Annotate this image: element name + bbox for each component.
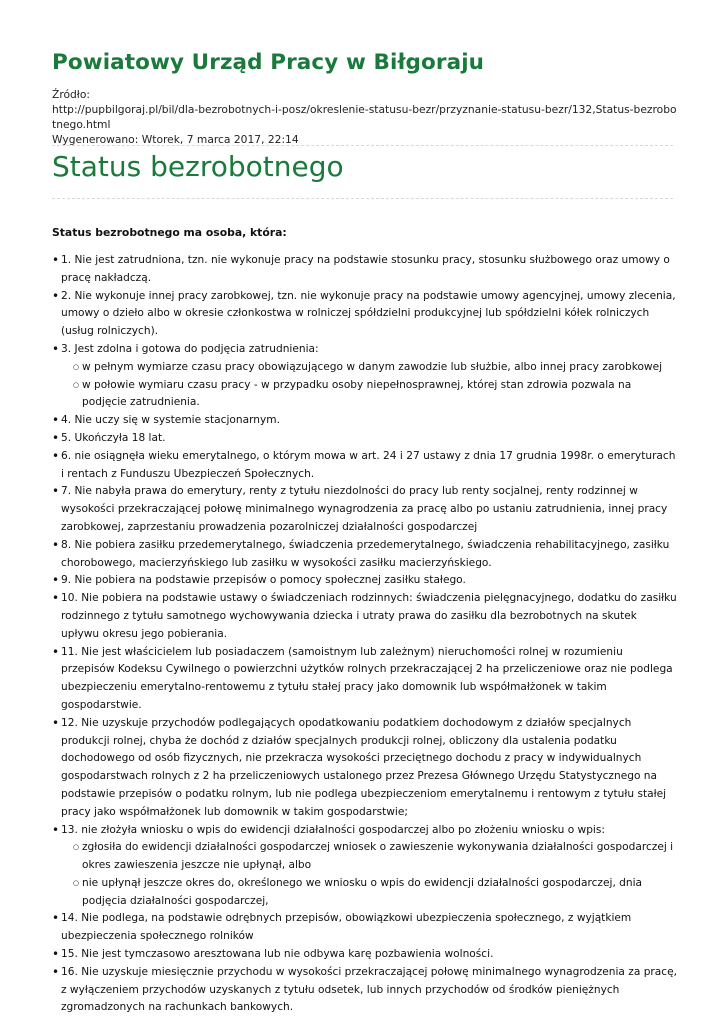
conditions-list	[52, 252, 677, 1017]
source-url[interactable]: http://pupbilgoraj.pl/bil/dla-bezrobotnych-i-posz/okreslenie-statusu-bezr/przyznanie-statusu-bezr/132,Status-bezrobotnego.html	[52, 103, 677, 131]
list-item-text: 12. Nie uzyskuje przychodów podlegających opodatkowaniu podatkiem dochodowym z działów specjalnych produkcji rolnej, chyba że dochód z działów specjalnych produkcji rolnej, obliczony dla ustalenia podatku dochodowego od osób fizycznych, nie przekracza wysokości przeciętnego dochodu z pracy w indywidualnych gospodarstwach rolnych z 2 ha przeliczeniowych ustalonego przez Prezesa Głównego Urzędu Statystycznego na podstawie przepisów o podatku rolnym, lub nie podlega ubezpieczeniom emerytalnemu i rentowym z tytułu stałej pracy jako współmałżonek lub domownik w takim gospodarstwie;	[61, 716, 667, 818]
list-item	[52, 946, 677, 964]
list-item-text: 10. Nie pobiera na podstawie ustawy o świadczeniach rodzinnych: świadczenia pielęgnacyjnego, dodatku do zasiłku rodzinnego z tytułu samotnego wychowywania dziecka i utraty prawa do zasiłku dla bezrobotnych na skutek upływu okresu jego pobierania.	[61, 592, 677, 640]
top-divider	[52, 145, 673, 146]
list-item	[52, 412, 677, 430]
list-item	[52, 644, 677, 715]
generated-date: Wygenerowano: Wtorek, 7 marca 2017, 22:14	[52, 133, 299, 146]
list-item-text: 5. Ukończyła 18 lat.	[61, 431, 166, 444]
source-label: Źródło:	[52, 88, 90, 101]
list-item-text: 3. Jest zdolna i gotowa do podjęcia zatrudnienia:	[61, 342, 319, 355]
list-item	[52, 590, 677, 643]
list-item-text: 2. Nie wykonuje innej pracy zarobkowej, tzn. nie wykonuje pracy na podstawie umowy agencyjnej, umowy zlecenia, umowy o dzieło albo w okresie członkostwa w rolniczej spółdzielni produkcyjnej lub spółdzielni kółek rolniczych (usług rolniczych).	[61, 289, 676, 338]
sub-list-item: ○ zgłosiła do ewidencji działalności gospodarczej wniosek o zawieszenie wykonywania działalności gospodarczej i okres zawieszenia jeszcze nie upłynął, albo	[73, 839, 677, 875]
list-item	[52, 572, 677, 590]
list-item-text: 13. nie złożyła wniosku o wpis do ewidencji działalności gospodarczej albo po złożeniu wniosku o wpis:	[61, 823, 605, 836]
sub-list-item: ○ w połowie wymiaru czasu pracy - w przypadku osoby niepełnosprawnej, której stan zdrowia pozwala na podjęcie zatrudnienia.	[73, 377, 677, 413]
list-item-text: 14. Nie podlega, na podstawie odrębnych przepisów, obowiązkowi ubezpieczenia społecznego, z wyjątkiem ubezpieczenia społecznego rolników	[61, 912, 632, 943]
source-meta	[52, 87, 677, 147]
list-item	[52, 910, 677, 946]
title-divider	[52, 198, 673, 199]
list-item	[52, 430, 677, 448]
sub-list	[61, 839, 677, 910]
list-item-text: 6. nie osiągnęła wieku emerytalnego, o którym mowa w art. 24 i 27 ustawy z dnia 17 grudnia 1998r. o emeryturach i rentach z Funduszu Ubezpieczeń Społecznych.	[61, 449, 676, 480]
list-item-text: 11. Nie jest właścicielem lub posiadaczem (samoistnym lub zależnym) nieruchomości rolnej w rozumieniu przepisów Kodeksu Cywilnego o powierzchni użytków rolnych przekraczającej 2 ha przeliczeniowe oraz nie podlega ubezpieczeniu emerytalno-rentowemu z tytułu stałej pracy jako domownik lub współmałżonek w takim gospodarstwie.	[61, 645, 673, 711]
list-item	[52, 964, 677, 1017]
sub-list	[61, 359, 677, 412]
list-item-text: 4. Nie uczy się w systemie stacjonarnym.	[61, 414, 280, 427]
list-item	[52, 483, 677, 536]
list-item	[52, 252, 677, 288]
page-title: Status bezrobotnego	[52, 150, 344, 183]
list-item	[52, 715, 677, 822]
sub-list-item: ○ nie upłynął jeszcze okres do, określonego we wniosku o wpis do ewidencji działalności gospodarczej, dnia podjęcia działalności gospodarczej,	[73, 875, 677, 911]
sub-list-item: ○ w pełnym wymiarze czasu pracy obowiązującego w danym zawodzie lub służbie, albo innej pracy zarobkowej	[73, 359, 677, 377]
list-item-text: 15. Nie jest tymczasowo aresztowana lub nie odbywa karę pozbawienia wolności.	[61, 948, 494, 961]
site-title: Powiatowy Urząd Pracy w Biłgoraju	[52, 50, 485, 75]
list-item	[52, 341, 677, 412]
list-item	[52, 288, 677, 341]
list-item-text: 7. Nie nabyła prawa do emerytury, renty z tytułu niezdolności do pracy lub renty socjalnej, renty rodzinnej w wysokości przekraczającej połowę minimalnego wynagrodzenia za pracę albo po ustaniu zatrudnienia, innej pracy zarobkowej, zaprzestaniu prowadzenia pozarolniczej działalności gospodarczej	[61, 485, 668, 533]
list-item	[52, 537, 677, 573]
list-item	[52, 448, 677, 484]
list-item-text: 9. Nie pobiera na podstawie przepisów o pomocy społecznej zasiłku stałego.	[61, 574, 466, 587]
intro-text: Status bezrobotnego ma osoba, która:	[52, 226, 287, 239]
list-item-text: 1. Nie jest zatrudniona, tzn. nie wykonuje pracy na podstawie stosunku pracy, stosunku służbowego oraz umowy o pracę nakładczą.	[61, 254, 670, 284]
list-item-text: 16. Nie uzyskuje miesięcznie przychodu w wysokości przekraczającej połowę minimalnego wynagrodzenia za pracę, z wyłączeniem przychodów uzyskanych z tytułu odsetek, lub innych przychodów od środków pieniężnych zgromadzonych na rachunkach bankowych.	[61, 965, 677, 1014]
list-item-text: 8. Nie pobiera zasiłku przedemerytalnego, świadczenia przedemerytalnego, świadczenia rehabilitacyjnego, zasiłku chorobowego, macierzyńskiego lub zasiłku w wysokości zasiłku macierzyńskiego.	[61, 538, 670, 569]
list-item	[52, 822, 677, 911]
